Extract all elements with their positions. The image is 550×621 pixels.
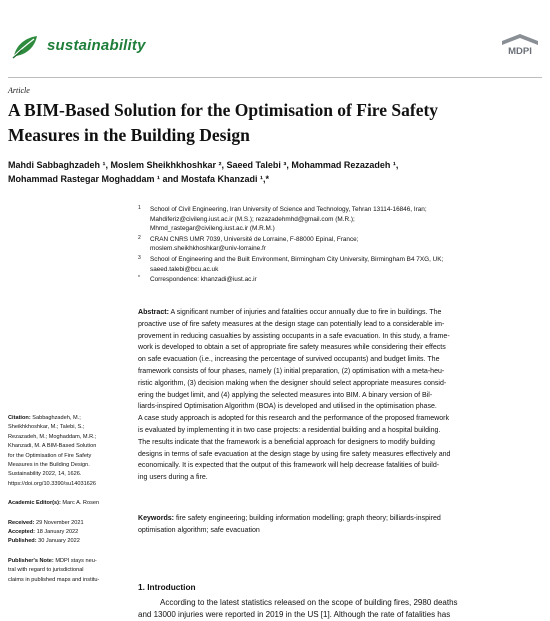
abstract-line (138, 307, 543, 319)
affiliation-text: School of Engineering and the Built Environment, Birmingham City University, Birmingham B4 7XG, UK; (150, 255, 444, 263)
affiliation-number: 3 (138, 254, 141, 261)
abstract-line: liards-inspired Optimisation Algorithm (BOA) is developed and utilised in the optimisation phase. (138, 403, 437, 411)
abstract (138, 307, 543, 484)
affiliation-text: School of Civil Engineering, Iran University of Science and Technology, Tehran 13114-16846, Iran; (150, 206, 427, 213)
abstract-line: work is developed to obtain a set of appropriate fire safety measures while considering their effects (138, 344, 446, 352)
dates-block (8, 519, 126, 547)
abstract-text: A significant number of injuries and fatalities occur annually due to fire in buildings. The (170, 309, 442, 316)
sidebar-label: Accepted: (8, 529, 36, 536)
author-line: Mohammad Rastegar Moghaddam ¹ and Mostafa Khanzadi ¹,* (8, 174, 270, 184)
citation-line: Citation: Sabbaghzadeh, M.; (8, 415, 81, 421)
keywords-text: fire safety engineering; building information modelling; graph theory; billiards-inspired (176, 515, 441, 522)
citation-line: for the Optimisation of Fire Safety (8, 452, 92, 459)
published-date: Published: 30 January 2022 (8, 538, 80, 545)
affiliation-email[interactable]: Mahdiferiz@civileng.iust.ac.ir (M.S.); rezazadehmhd@gmail.com (M.R.); (150, 215, 355, 223)
affiliation-item (138, 235, 543, 254)
affiliation-item (138, 205, 543, 234)
affiliations (138, 205, 543, 286)
note-line: claims in published maps and institu- (8, 576, 100, 583)
publisher-note (8, 557, 126, 585)
publisher-name: MDPI (508, 46, 532, 57)
sidebar-label: Citation: (8, 415, 31, 421)
note-line: tral with regard to jurisdictional (8, 567, 84, 574)
editor-line: Academic Editor(s): Marc A. Rosen (8, 500, 100, 507)
correspondence-mark: * (138, 275, 140, 282)
author-line: Mahdi Sabbaghzadeh ¹, Moslem Sheikhkhoshkar ², Saeed Talebi ³, Mohammad Rezazadeh ¹, (8, 160, 399, 170)
correspondence-email[interactable]: Correspondence: khanzadi@iust.ac.ir (150, 276, 257, 284)
sidebar-label: Received: (8, 519, 35, 526)
abstract-line: economically. It is expected that the output of this framework will help decrease fatalities of build- (138, 462, 440, 470)
sidebar-label: Publisher's Note: (8, 557, 54, 564)
abstract-line: The results indicate that the framework is a beneficial approach for designers to modify building (138, 438, 435, 446)
article-type: Article (8, 86, 30, 95)
sidebar (8, 414, 126, 595)
abstract-line: ristic algorithm, (3) decision making when the designer should select appropriate measures consid- (138, 379, 447, 387)
abstract-line: proactive use of fire safety measures at the design stage can potentially lead to a considerable im- (138, 320, 445, 328)
abstract-line: framework consists of four phases, namely (1) initial preparation, (2) optimisation with a meta-heu- (138, 367, 445, 375)
abstract-label: Abstract: (138, 309, 169, 316)
keywords (138, 513, 543, 537)
title-line: A BIM-Based Solution for the Optimisation of Fire Safety (8, 100, 439, 120)
note-line: Publisher's Note: MDPI stays neu- (8, 557, 97, 564)
keywords-label: Keywords: (138, 515, 175, 522)
abstract-line: provement in reducing casualties by assisting occupants in a safe evacuation. In this study, a frame- (138, 332, 450, 340)
abstract-line: on safe evacuation (i.e., increasing the percentage of survived occupants) and budget limits. The (138, 356, 440, 364)
affiliation-number: 2 (138, 234, 141, 241)
affiliation-email[interactable]: Mhmd_rastegar@civileng.iust.ac.ir (M.R.M.) (150, 225, 275, 233)
intro-paragraph (138, 597, 543, 621)
sidebar-label: Published: (8, 538, 37, 545)
academic-editor (8, 499, 126, 508)
keywords-line: optimisation algorithm; safe evacuation (138, 527, 260, 534)
affiliation-email[interactable]: moslem.sheikhkhoshkar@univ-lorraine.fr (150, 245, 266, 253)
intro-line: and 13000 injuries were reported in 2019 in the US [1]. Although the rate of fatalities has (138, 610, 451, 619)
abstract-line: designs in terms of safe evacuation at the design stage by using fire safety measures effectively and (138, 450, 451, 458)
intro-line: According to the latest statistics released on the scope of building fires, 2980 deaths (160, 598, 458, 607)
affiliation-text: CRAN CNRS UMR 7039, Université de Lorraine, F-88000 Epinal, France; (150, 235, 359, 243)
accepted-date: Accepted: 18 January 2022 (8, 529, 79, 536)
citation-line: Rezazadeh, M.; Moghaddam, M.R.; (8, 433, 97, 440)
journal-name: sustainability (47, 37, 146, 54)
citation-line: Sheikhkhoshkar, M.; Talebi, S.; (8, 424, 85, 431)
abstract-line: is evaluated by implementing it in two case projects: a residential building and a hospital building. (138, 426, 441, 434)
header-divider (8, 77, 542, 78)
keywords-line (138, 513, 543, 525)
doi-link[interactable]: https://doi.org/10.3390/su14031626 (8, 480, 97, 487)
abstract-line: A case study approach is adopted for this research and the performance of the proposed framework (138, 415, 450, 423)
citation-line: Sustainability 2022, 14, 1626. (8, 471, 82, 478)
mdpi-logo-icon (500, 33, 540, 57)
correspondence (138, 275, 543, 285)
received-date: Received: 29 November 2021 (8, 519, 84, 526)
abstract-line: ering the budget limit, and (4) applying the selected measures into BIM. A binary version of Bil- (138, 391, 433, 399)
affiliation-number: 1 (138, 205, 141, 211)
section-heading: 1. Introduction (138, 582, 196, 592)
citation-line: Measures in the Building Design. (8, 462, 90, 469)
author-list (8, 158, 538, 186)
abstract-line: ing users during a fire. (138, 474, 208, 482)
citation-block (8, 414, 126, 489)
sidebar-label: Academic Editor(s): (8, 500, 61, 507)
paper-title (8, 98, 538, 148)
leaf-logo-icon (10, 32, 40, 60)
affiliation-email[interactable]: saeed.talebi@bcu.ac.uk (150, 265, 219, 273)
title-line: Measures in the Building Design (8, 125, 250, 145)
affiliation-item (138, 255, 543, 274)
citation-line: Khanzadi, M. A BIM-Based Solution (8, 443, 97, 450)
